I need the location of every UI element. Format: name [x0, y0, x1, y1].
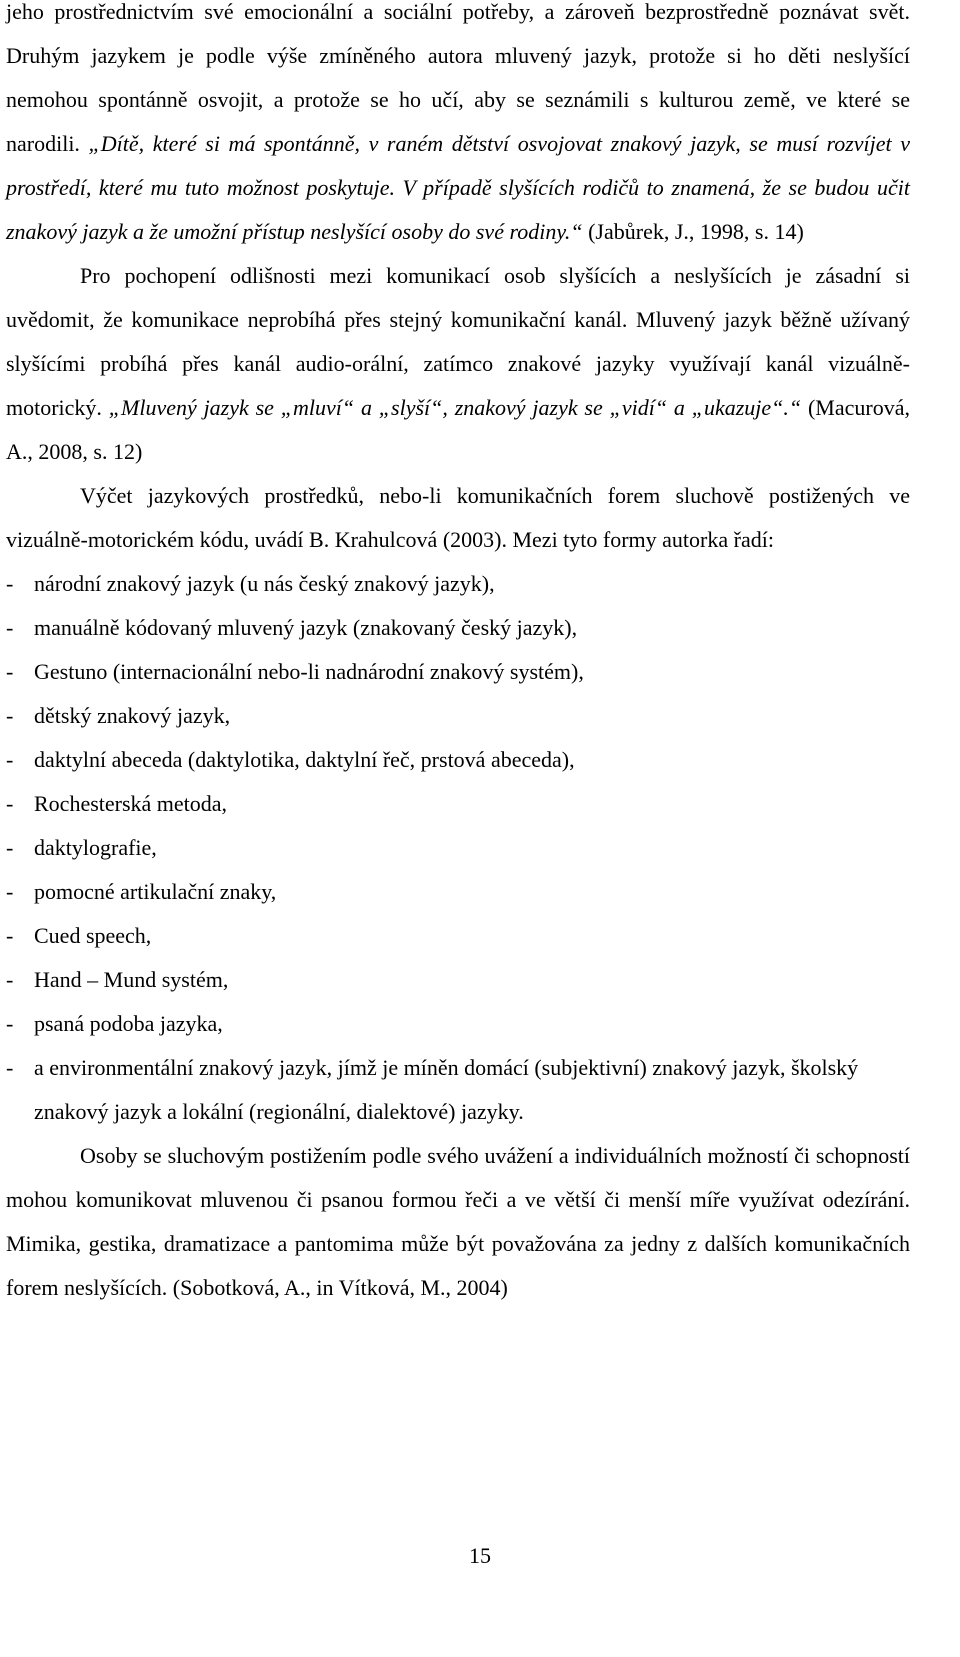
paragraph-2-text: Pro pochopení odlišnosti mezi komunikací osob slyšících a neslyšících je zásadní si uvědomit, že komunikace neprobíhá přes stejný komunikační kanál. Mluvený jazyk běžně užívaný slyšícími probíhá přes kanál audio-orální, zatímco znakové jazyky využívají kanál vizuálně-motorický. [6, 263, 910, 420]
list-item: - Rochesterská metoda, [6, 782, 910, 826]
paragraph-4-text: Osoby se sluchovým postižením podle svého uvážení a individuálních možností či schopností mohou komunikovat mluvenou či psanou formou řeči a ve větší či menší míře využívat odezírání. Mimika, gestika, dramatizace a pantomima může být považována za jedny z dalších komunikačních forem neslyšících. (Sobotková, A., in Vítková, M., 2004) [6, 1143, 910, 1300]
list-item: - dětský znakový jazyk, [6, 694, 910, 738]
paragraph-2-quote: „Mluvený jazyk se „mluví“ a „slyší“, znakový jazyk se „vidí“ a „ukazuje“.“ [108, 395, 802, 420]
forms-list [6, 562, 910, 1134]
list-item: - daktylografie, [6, 826, 910, 870]
list-item: - daktylní abeceda (daktylotika, daktylní řeč, prstová abeceda), [6, 738, 910, 782]
paragraph-1-text: jeho prostřednictvím své emocionální a sociální potřeby, a zároveň bezprostředně poznávat svět. Druhým jazykem je podle výše zmíněného autora mluvený jazyk, protože si ho děti neslyšící nemohou spontánně osvojit, a protože se ho učí, aby se seznámili s kulturou země, ve které se narodili. [6, 0, 910, 156]
list-item: - a environmentální znakový jazyk, jímž je míněn domácí (subjektivní) znakový jazyk, školský znakový jazyk a lokální (regionální, dialektové) jazyky. [6, 1046, 910, 1134]
list-item: - Gestuno (internacionální nebo-li nadnárodní znakový systém), [6, 650, 910, 694]
body-text [6, 0, 910, 1310]
list-item: - Hand – Mund systém, [6, 958, 910, 1002]
list-item: - psaná podoba jazyka, [6, 1002, 910, 1046]
paragraph-1 [6, 0, 910, 254]
list-item: - pomocné artikulační znaky, [6, 870, 910, 914]
paragraph-2-citation: (Macurová, A., 2008, s. 12) [6, 395, 910, 464]
paragraph-3 [6, 474, 910, 562]
list-item: - Cued speech, [6, 914, 910, 958]
paragraph-1-quote: „Dítě, které si má spontánně, v raném dětství osvojovat znakový jazyk, se musí rozvíjet v prostředí, které mu tuto možnost poskytuje. V případě slyšících rodičů to znamená, že se budou učit znakový jazyk a že umožní přístup neslyšící osoby do své rodiny.“ [6, 131, 911, 244]
paragraph-2 [6, 254, 910, 474]
list-item: - národní znakový jazyk (u nás český znakový jazyk), [6, 562, 910, 606]
list-item: - manuálně kódovaný mluvený jazyk (znakovaný český jazyk), [6, 606, 910, 650]
paragraph-4 [6, 1134, 910, 1310]
page-number: 15 [469, 1543, 491, 1568]
paragraph-3-text: Výčet jazykových prostředků, nebo-li komunikačních forem sluchově postižených ve vizuálně-motorickém kódu, uvádí B. Krahulcová (2003). Mezi tyto formy autorka řadí: [6, 483, 910, 552]
paragraph-1-citation: (Jabůrek, J., 1998, s. 14) [582, 219, 804, 244]
